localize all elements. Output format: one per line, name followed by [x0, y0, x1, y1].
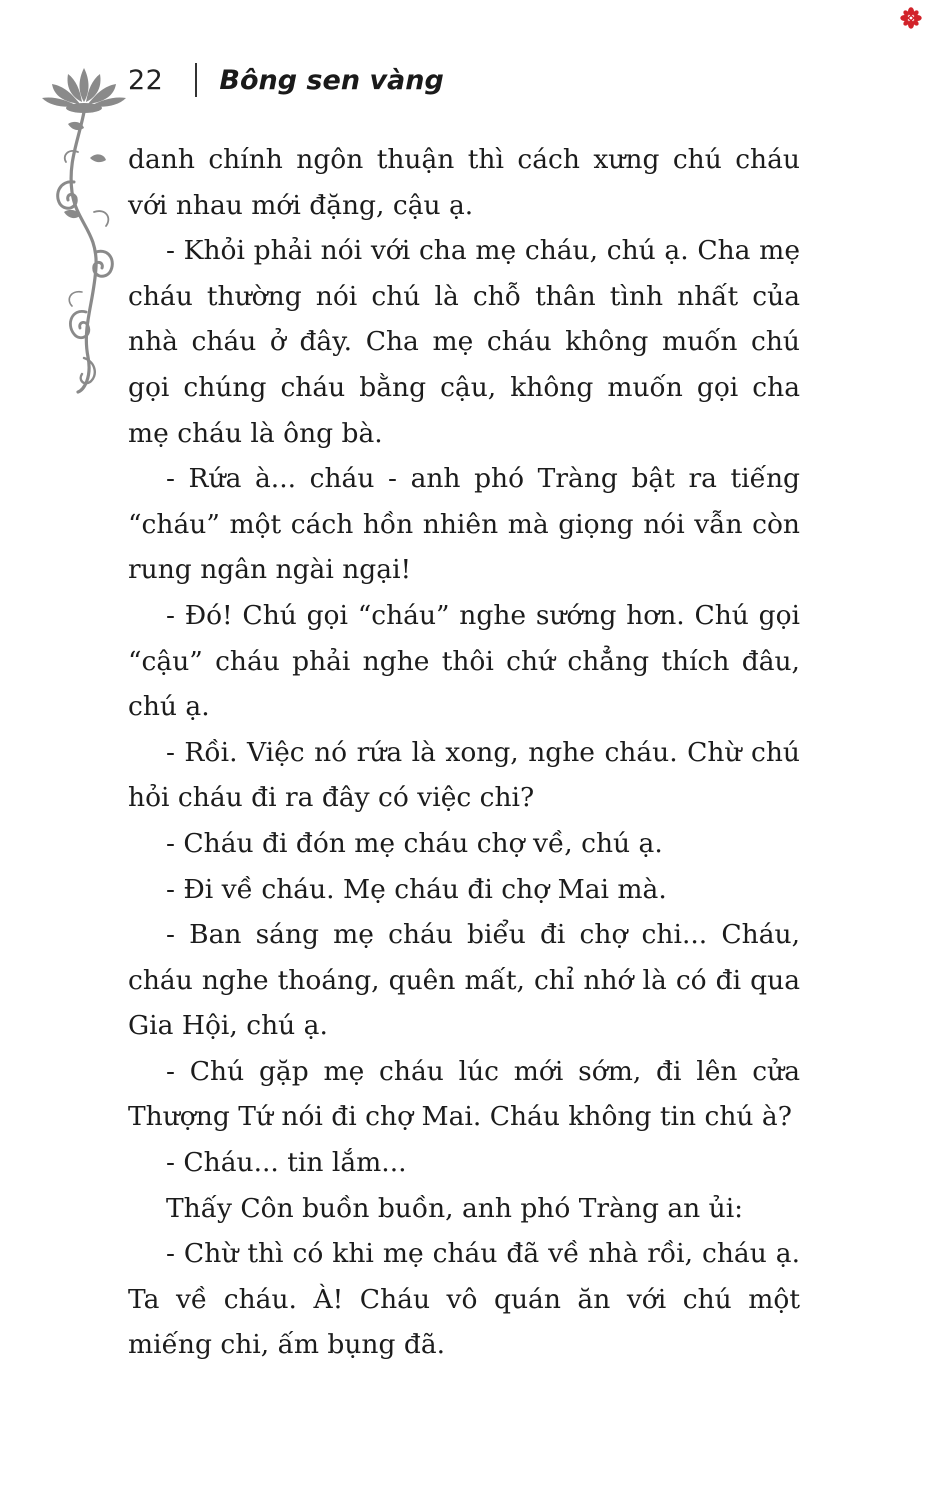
paragraph: - Khỏi phải nói với cha mẹ cháu, chú ạ. Cha mẹ cháu thường nói chú là chỗ thân tình nhất của nhà cháu ở đây. Cha mẹ cháu không muốn chú gọi chúng cháu bằng cậu, không muốn gọi cha mẹ cháu là ông bà. [128, 235, 800, 449]
paragraph: - Đó! Chú gọi “cháu” nghe sướng hơn. Chú gọi “cậu” cháu phải nghe thôi chứ chẳng thích đâu, chú ạ. [128, 599, 800, 723]
paragraph: - Cháu đi đón mẹ cháu chợ về, chú ạ. [166, 827, 663, 859]
header-divider [195, 63, 197, 97]
paragraph: - Rồi. Việc nó rứa là xong, nghe cháu. Chừ chú hỏi cháu đi ra đây có việc chi? [128, 736, 800, 814]
paragraph: - Chừ thì có khi mẹ cháu đã về nhà rồi, cháu ạ. Ta về cháu. À! Cháu vô quán ăn với chú một miếng chi, ấm bụng đã. [128, 1238, 800, 1361]
paragraph: - Cháu... tin lắm... [166, 1147, 407, 1179]
paragraph: Thấy Côn buồn buồn, anh phó Tràng an ủi: [166, 1192, 744, 1224]
paragraph: - Đi về cháu. Mẹ cháu đi chợ Mai mà. [166, 873, 667, 905]
paragraph: danh chính ngôn thuận thì cách xưng chú cháu với nhau mới đặng, cậu ạ. [128, 144, 800, 221]
paragraph: - Chú gặp mẹ cháu lúc mới sớm, đi lên cửa Thượng Tứ nói đi chợ Mai. Cháu không tin chú à? [128, 1055, 800, 1133]
running-title: Bông sen vàng [219, 64, 444, 96]
flower-logo-icon [899, 6, 923, 30]
paragraph: - Rứa à... cháu - anh phó Tràng bật ra tiếng “cháu” một cách hồn nhiên mà giọng nói vẫn còn rung ngân ngài ngại! [128, 463, 800, 586]
lotus-ornament-icon [38, 62, 130, 402]
page-header [128, 56, 444, 104]
paragraph: - Ban sáng mẹ cháu biểu đi chợ chi... Cháu, cháu nghe thoáng, quên mất, chỉ nhớ là có đi qua Gia Hội, chú ạ. [128, 919, 800, 1042]
page-number: 22 [128, 64, 164, 96]
body-text [128, 137, 800, 1368]
